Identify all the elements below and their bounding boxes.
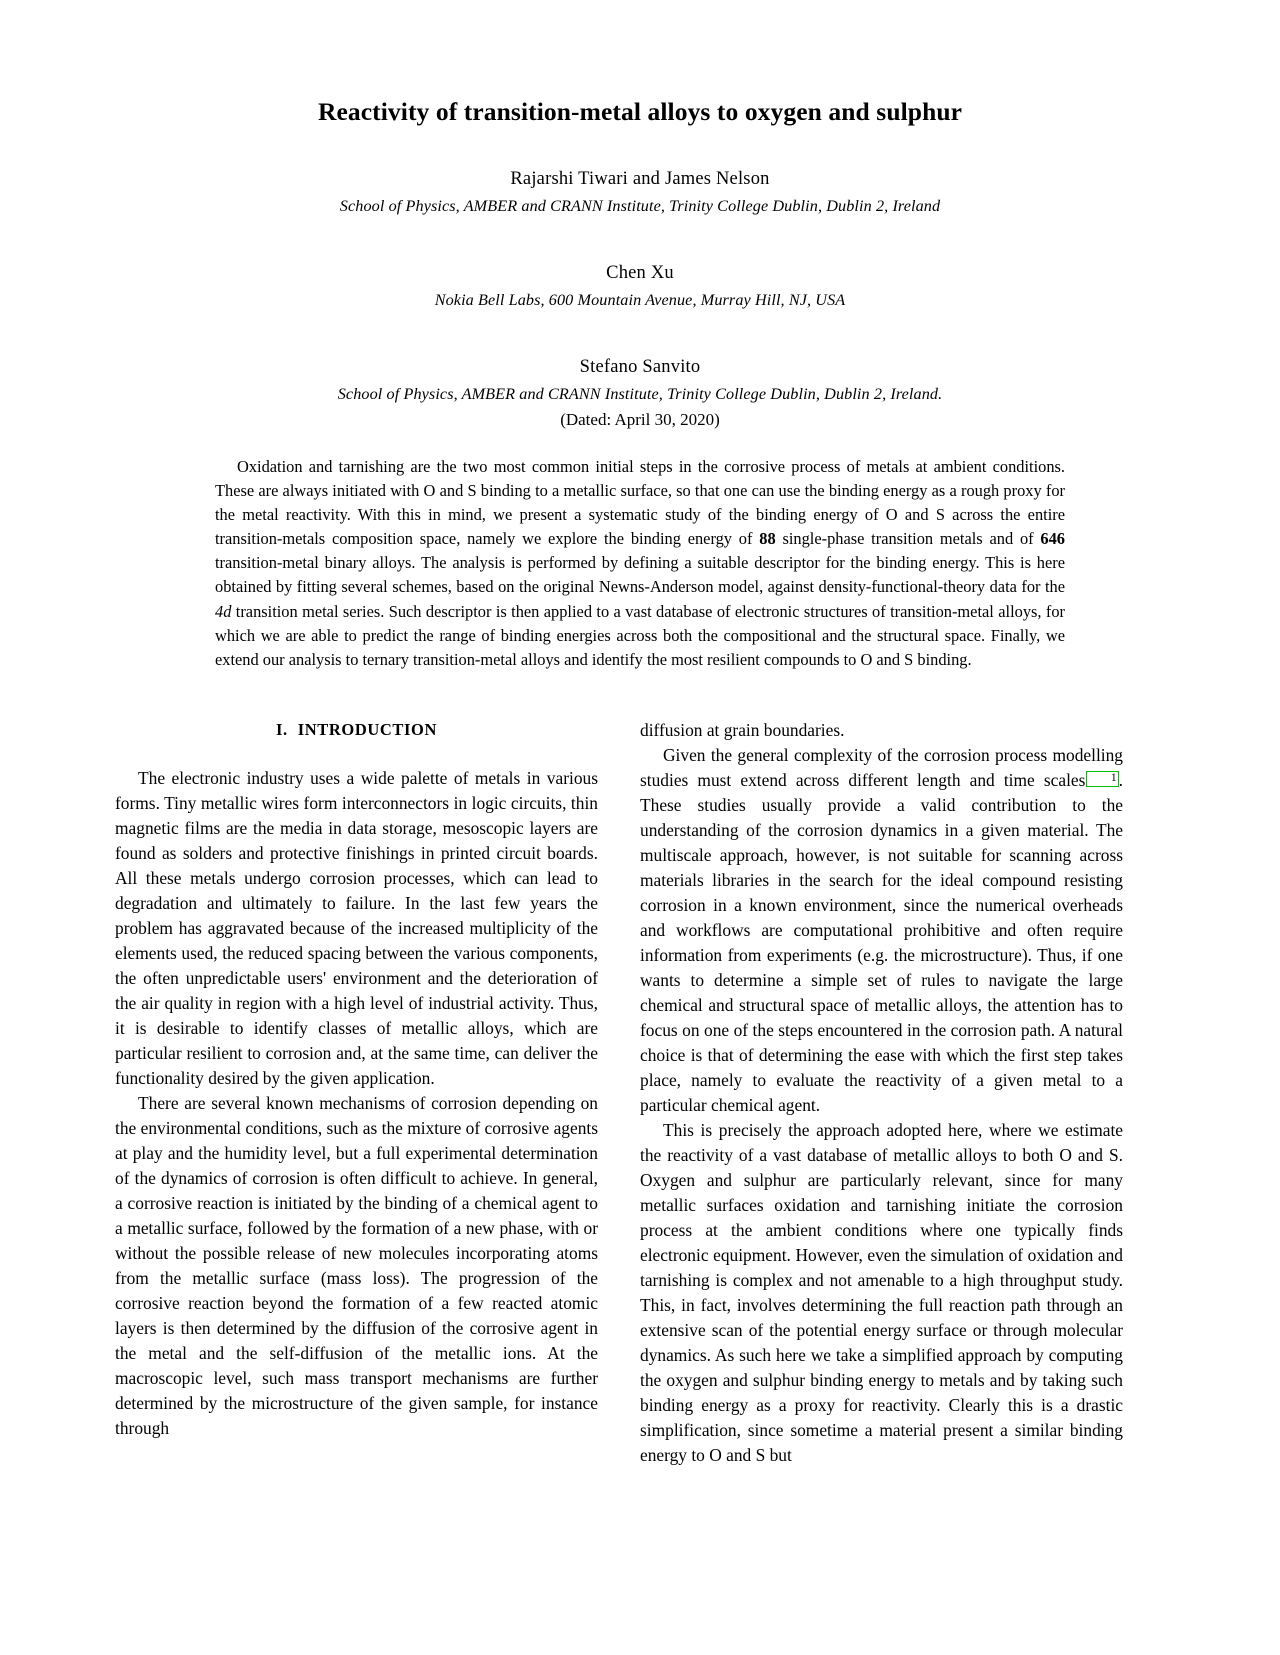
author-names: Chen Xu (606, 262, 674, 283)
author-names: Stefano Sanvito (579, 356, 701, 377)
author-affiliation: Nokia Bell Labs, 600 Mountain Avenue, Murray Hill, NJ, USA (434, 290, 846, 309)
paragraph-text-before-citation: Given the general complexity of the corrosion process modelling studies must extend across different length and time scales (640, 745, 1123, 791)
section-title: INTRODUCTION (297, 720, 437, 740)
date-line: (Dated: April 30, 2020) (560, 410, 720, 430)
paragraph-with-citation (640, 743, 1123, 1118)
abstract-bold-646: 646 (1040, 529, 1065, 549)
abstract (215, 455, 1065, 673)
page-title: Reactivity of transition-metal alloys to oxygen and sulphur (317, 97, 963, 126)
abstract-bold-88: 88 (759, 529, 776, 549)
author-group-2 (115, 260, 1165, 312)
abstract-italic-4d: 4d (215, 601, 232, 621)
author-group-3 (115, 354, 1165, 433)
paragraph: This is precisely the approach adopted here, where we estimate the reactivity of a vast database of metallic alloys to both O and S. Oxygen and sulphur are particularly relevant, since for many metallic surfaces oxidation and tarnishing initiate the corrosion process at the ambient conditions where one typically finds electronic equipment. However, even the simulation of oxidation and tarnishing is complex and not amenable to a high throughput study. This, in fact, involves determining the full reaction path through an extensive scan of the potential energy surface or through molecular dynamics. As such here we take a simplified approach by computing the oxygen and sulphur binding energy to metals and by taking such binding energy as a proxy for reactivity. Clearly this is a drastic simplification, since sometime a material present a similar binding energy to O and S but (640, 1120, 1123, 1466)
section-heading-introduction (115, 720, 598, 740)
right-column (640, 718, 1123, 1468)
paragraph-continuation: diffusion at grain boundaries. (640, 720, 845, 741)
paragraph-text-after-citation: . These studies usually provide a valid contribution to the understanding of the corrosion dynamics in a given material. The multiscale approach, however, is not suitable for scanning across materials libraries in the search for the ideal compound resisting corrosion in a known environment, since the numerical overheads and workflows are computational prohibitive and often require information from experiments (e.g. the microstructure). Thus, if one wants to determine a simple set of rules to navigate the large chemical and structural space of metallic alloys, the attention has to focus on one of the steps encountered in the corrosion path. A natural choice is that of determining the ease with which the first step takes place, namely to evaluate the reactivity of a given metal to a particular chemical agent. (640, 770, 1123, 1116)
two-column-body (115, 718, 1165, 1468)
author-affiliation: School of Physics, AMBER and CRANN Institute, Trinity College Dublin, Dublin 2, Ireland (339, 196, 941, 215)
abstract-text-3: transition-metal binary alloys. The analysis is performed by defining a suitable descriptor for the binding energy. This is here obtained by fitting several schemes, based on the original Newns-Anderson model, against density-functional-theory data for the (215, 553, 1065, 597)
abstract-text-1: Oxidation and tarnishing are the two most common initial steps in the corrosive process of metals at ambient conditions. These are always initiated with O and S binding to a metallic surface, so that one can use the binding energy as a rough proxy for the metal reactivity. With this in mind, we present a systematic study of the binding energy of O and S across the entire transition-metals composition space, namely we explore the binding energy of (215, 456, 1065, 549)
abstract-text-2: single-phase transition metals and of (775, 529, 1041, 549)
paragraph: There are several known mechanisms of corrosion depending on the environmental conditions, such as the mixture of corrosive agents at play and the humidity level, but a full experimental determination of the dynamics of corrosion is often difficult to achieve. In general, a corrosive reaction is initiated by the binding of a chemical agent to a metallic surface, followed by the formation of a new phase, with or without the possible release of new molecules incorporating atoms from the metallic surface (mass loss). The progression of the corrosive reaction beyond the formation of a few reacted atomic layers is then determined by the diffusion of the corrosive agent in the metal and the self-diffusion of the metallic ions. At the macroscopic level, such mass transport mechanisms are further determined by the microstructure of the given sample, for instance through (115, 1093, 598, 1439)
section-number: I. (276, 720, 288, 740)
citation-link[interactable]: 1 (1086, 771, 1119, 787)
author-affiliation: School of Physics, AMBER and CRANN Institute, Trinity College Dublin, Dublin 2, Ireland. (337, 384, 943, 403)
abstract-text-4: transition metal series. Such descriptor is then applied to a vast database of electronic structures of transition-metal alloys, for which we are able to predict the range of binding energies across both the compositional and the structural space. Finally, we extend our analysis to ternary transition-metal alloys and identify the most resilient compounds to O and S binding. (215, 601, 1065, 670)
author-spacer (115, 334, 1165, 354)
left-column (115, 718, 598, 1441)
author-names: Rajarshi Tiwari and James Nelson (510, 168, 770, 189)
paragraph: The electronic industry uses a wide palette of metals in various forms. Tiny metallic wires form interconnectors in logic circuits, thin magnetic films are the media in data storage, mesoscopic layers are found as solders and protective finishings in printed circuit boards. All these metals undergo corrosion processes, which can lead to degradation and ultimately to failure. In the last few years the problem has aggravated because of the increased multiplicity of the elements used, the reduced spacing between the various components, the often unpredictable users' environment and the deterioration of the air quality in region with a high level of industrial activity. Thus, it is desirable to identify classes of metallic alloys, which are particular resilient to corrosion and, at the same time, can deliver the functionality desired by the given application. (115, 768, 598, 1089)
author-spacer (115, 240, 1165, 260)
author-group-1 (115, 166, 1165, 218)
